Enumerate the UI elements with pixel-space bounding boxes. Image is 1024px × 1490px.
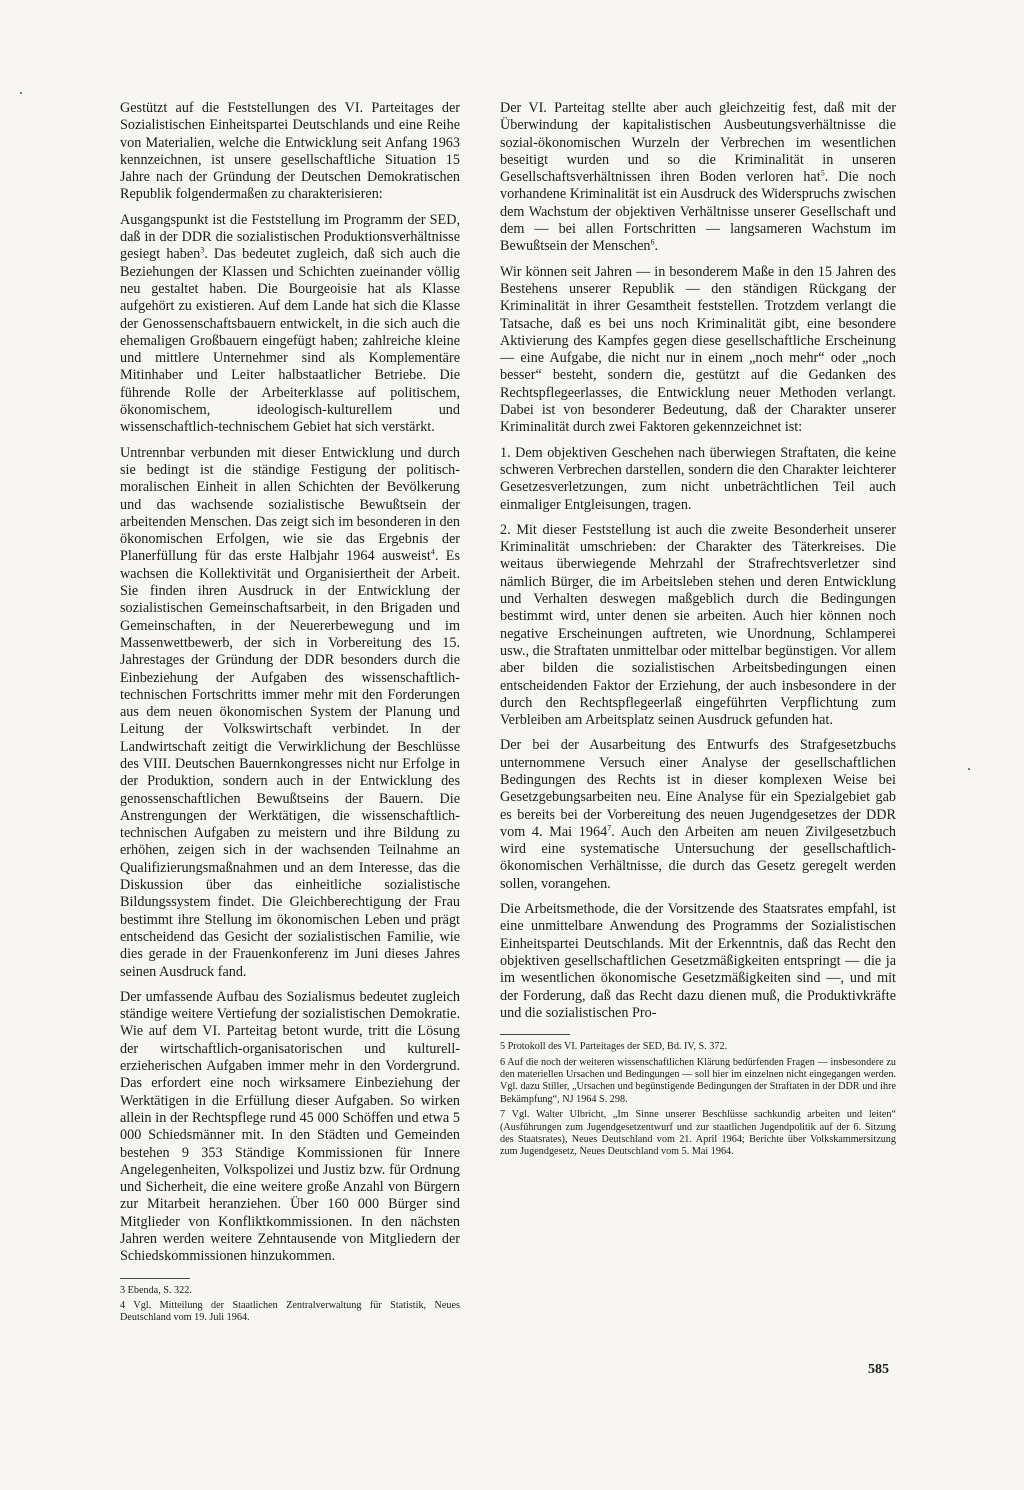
right-column	[500, 100, 896, 1162]
footnote-ref: 3	[200, 245, 205, 255]
paragraph-text: Der VI. Parteitag stellte aber auch gleichzeitig fest, daß mit der Überwindung der kapitalistischen Ausbeutungsverhältnisse die sozial-ökonomischen Wurzeln der Verbrechen im wesentlichen beseitigt wurden und so die Kriminalität in unseren Gesellschaftsverhältnissen ihren Boden verloren hat	[500, 100, 896, 186]
paragraph: 1. Dem objektiven Geschehen nach überwiegen Straftaten, die keine schweren Verbrechen darstellen, sondern die den Charakter leichterer Gesetzesverletzungen, zum nicht unbeträchtlichen Teil auch einmaliger Entgleisungen, tragen.	[500, 444, 896, 513]
footnote: 7 Vgl. Walter Ulbricht, „Im Sinne unserer Beschlüsse sachkundig arbeiten und leiten“ (Ausführungen zum Jugendgesetzentwurf und zur staatlichen Jugendpolitik auf der 6. Sitzung des Staatsrates), Neues Deutschland vom 21. April 1964; Berichte über Volkskammersitzung zum Jugendgesetz, Neues Deutschland vom 5. Mai 1964.	[500, 1109, 896, 1158]
paragraph	[120, 445, 460, 981]
footnote-rule	[500, 1034, 570, 1035]
paragraph: Der umfassende Aufbau des Sozialismus bedeutet zugleich ständige weitere Vertiefung der sozialistischen Demokratie. Wie auf dem VI. Parteitag betont wurde, tritt die Lösung der wirtschaftlich-organisatorischen und kulturell-erzieherischen Aufgaben immer mehr in den Vordergrund. Das erfordert eine noch wirksamere Einbeziehung der Werktätigen in die Erfüllung dieser Aufgaben. So wirken allein in der Rechtspflege rund 45 000 Schöffen und etwa 5 000 Schiedsmänner mit. In den Städten und Gemeinden bestehen 9 353 Ständige Kommissionen für Innere Angelegenheiten, Volkspolizei und Justiz bzw. für Ordnung und Sicherheit, die eine weitere große Anzahl von Bürgern zur Mitarbeit heranziehen. Über 160 000 Bürger sind Mitglieder von Konfliktkommissionen. In den nächsten Jahren werden weitere Zehntausende von Mitgliedern der Schiedskommissionen hinzukommen.	[120, 988, 460, 1265]
scan-mark	[20, 92, 22, 94]
footnote-ref: 6	[650, 237, 655, 247]
footnote-ref: 7	[607, 823, 612, 833]
footnote-rule	[120, 1278, 190, 1279]
footnote-ref: 5	[820, 168, 825, 178]
paragraph	[120, 212, 460, 437]
paragraph	[500, 737, 896, 893]
footnote: 6 Auf die noch der weiteren wissenschaftlichen Klärung bedürfenden Fragen — insbesondere zu den materiellen Ursachen und Bedingungen — soll hier im einzelnen nicht eingegangen werden. Vgl. dazu Stiller, „Ursachen und begünstigende Bedingungen der Straftaten in der DDR und ihre Bekämpfung“, NJ 1964 S. 298.	[500, 1056, 896, 1105]
footnote: 4 Vgl. Mitteilung der Staatlichen Zentralverwaltung für Statistik, Neues Deutschland vom 19. Juli 1964.	[120, 1300, 460, 1324]
paragraph-text: Ausgangspunkt ist die Feststellung im Programm der SED, daß in der DDR die sozialistischen Produktionsverhältnisse gesiegt haben	[120, 211, 460, 263]
paragraph-text: . Es wachsen die Kollektivität und Organisiertheit der Arbeit. Sie finden ihren Ausdruck in der Entwicklung der sozialistischen Gemeinschaftsarbeit, in den Brigaden und Gemeinschaften, in der Neuererbewegung und im Massenwettbewerb, der sich in Vorbereitung des 15. Jahrestages der Gründung der DDR besonders durch die Einbeziehung der Aufgaben des wissenschaftlich-technischen Fortschritts immer mehr mit den Forderungen aus dem neuen ökonomischen System der Planung und Leitung der Volkswirtschaft verbindet. In der Landwirtschaft zeitigt die Verwirklichung der Beschlüsse des VIII. Deutschen Bauernkongresses nicht nur Erfolge in der Produktion, sondern auch in der Entwicklung des genossenschaftlichen Bewußtseins der Bauern. Die Anstrengungen der Werktätigen, die wissenschaftlich-technischen Aufgaben zu meistern und ihre Bildung zu erhöhen, zeigen sich in der wachsenden Teilnahme an Qualifizierungsmaßnahmen und an dem Interesse, das die Diskussion über das einheitliche sozialistische Bildungssystem findet. Die Gleichberechtigung der Frau bestimmt ihre Stellung im ökonomischen Leben und prägt entscheidend das Gesicht der sozialistischen Familie, wie dies gerade in der Frauenkonferenz im Juni dieses Jahres seinen Ausdruck fand.	[120, 548, 460, 980]
left-column	[120, 100, 460, 1328]
paragraph-text: .	[654, 238, 659, 255]
page-number: 585	[868, 1362, 889, 1377]
footnote: 5 Protokoll des VI. Parteitages der SED, Bd. IV, S. 372.	[500, 1041, 728, 1053]
paragraph: Gestützt auf die Feststellungen des VI. Parteitages der Sozialistischen Einheitspartei Deutschlands und eine Reihe von Materialien, welche die Entwicklung seit Anfang 1963 kennzeichnen, ist unsere gesellschaftliche Situation 15 Jahre nach der Gründung der Deutschen Demokratischen Republik folgendermaßen zu charakterisieren:	[120, 100, 460, 203]
footnote-ref: 4	[430, 547, 435, 557]
paragraph	[500, 100, 896, 256]
paragraph-text: . Die noch vorhandene Kriminalität ist ein Ausdruck des Widerspruchs zwischen dem Wachstum der objektiven Verhältnisse unserer Gesellschaft und dem — bei allen Fortschritten — langsameren Wachstum im Bewußtsein der Menschen	[500, 169, 896, 255]
paragraph: Die Arbeitsmethode, die der Vorsitzende des Staatsrates empfahl, ist eine unmittelbare Anwendung des Programms der Sozialistischen Einheitspartei Deutschlands. Mit der Erkenntnis, daß das Recht den objektiven gesellschaftlichen Gesetzmäßigkeiten entspringt — die ja im wesentlichen ökonomische Gesetzmäßigkeiten sind —, und mit der Forderung, daß das Recht dazu dienen muß, die Produktivkräfte und die sozialistischen Pro-	[500, 901, 896, 1021]
paragraph: Wir können seit Jahren — in besonderem Maße in den 15 Jahren des Bestehens unserer Republik — den ständigen Rückgang der Kriminalität in ihrer Gesamtheit feststellen. Trotzdem verlangt die Tatsache, daß es bei uns noch Kriminalität gibt, eine besondere Aktivierung des Kampfes gegen diese gesellschaftliche Erscheinung — eine Aufgabe, die nicht nur in einem „noch mehr“ oder „noch besser“ besteht, sondern die, gestützt auf die Gedanken des Rechtspflegeerlasses, die Entwicklung neuer Methoden verlangt. Dabei ist von besonderer Bedeutung, daß der Charakter unserer Kriminalität durch zwei Faktoren gekennzeichnet ist:	[500, 263, 896, 436]
paragraph-text: Der bei der Ausarbeitung des Entwurfs des Strafgesetzbuchs unternommene Versuch einer Analyse der gesellschaftlichen Bedingungen des Rechts ist in dieser komplexen Weise bei Gesetzgebungsarbeiten neu. Eine Analyse für ein Spezialgebiet gab es bereits bei der Vorbereitung des neuen Jugendgesetzes der DDR vom 4. Mai 1964	[500, 737, 896, 840]
paragraph-text: . Das bedeutet zugleich, daß sich auch die Beziehungen der Klassen und Schichten zueinander völlig neu gestaltet haben. Die Bourgeoisie hat als Klasse aufgehört zu existieren. Auf dem Lande hat sich die Klasse der Genossenschaftsbauern entwickelt, in die sich auch die ehemaligen Großbauern eingefügt haben; zahlreiche kleine und mittlere Unternehmer sind als Komplementäre Mitinhaber und Leiter halbstaatlicher Betriebe. Die führende Rolle der Arbeiterklasse auf politischem, ökonomischem, ideologisch-kulturellem und wissenschaftlich-technischem Gebiet hat sich verstärkt.	[120, 246, 460, 436]
paragraph-text: Untrennbar verbunden mit dieser Entwicklung und durch sie bedingt ist die ständige Festigung der politisch-moralischen Einheit in allen Schichten der Bevölkerung und das wachsende sozialistische Bewußtsein der arbeitenden Menschen. Das zeigt sich im besonderen in den ökonomischen Erfolgen, wie sie das Ergebnis der Planerfüllung für das erste Halbjahr 1964 ausweist	[120, 444, 460, 565]
paragraph-text: . Auch den Arbeiten am neuen Zivilgesetzbuch wird eine systematische Untersuchung der gesellschaftlich-ökonomischen Verhältnisse, die durch das Gesetz geregelt werden sollen, vorangehen.	[500, 823, 897, 892]
footnote: 3 Ebenda, S. 322.	[120, 1284, 192, 1296]
scan-mark	[968, 768, 970, 770]
paragraph: 2. Mit dieser Feststellung ist auch die zweite Besonderheit unserer Kriminalität umschrieben: der Charakter des Täterkreises. Die weitaus überwiegende Mehrzahl der Strafrechtsverletzer sind nämlich Bürger, die im Arbeitsleben stehen und deren Entwicklung und Verhalten deswegen maßgeblich durch die Bedingungen bestimmt wird, unter denen sie arbeiten. Auch hier können noch negative Erscheinungen auftreten, wie Unordnung, Schlamperei usw., die Straftaten unmittelbar oder mittelbar begünstigen. Vor allem aber bilden die sozialistischen Arbeitsbedingungen einen entscheidenden Faktor der Erziehung, der auch insbesondere in der durch den Rechtspflegeerlaß eingeführten Verpflichtung zum Verbleiben am Arbeitsplatz seinen Ausdruck gefunden hat.	[500, 521, 896, 729]
